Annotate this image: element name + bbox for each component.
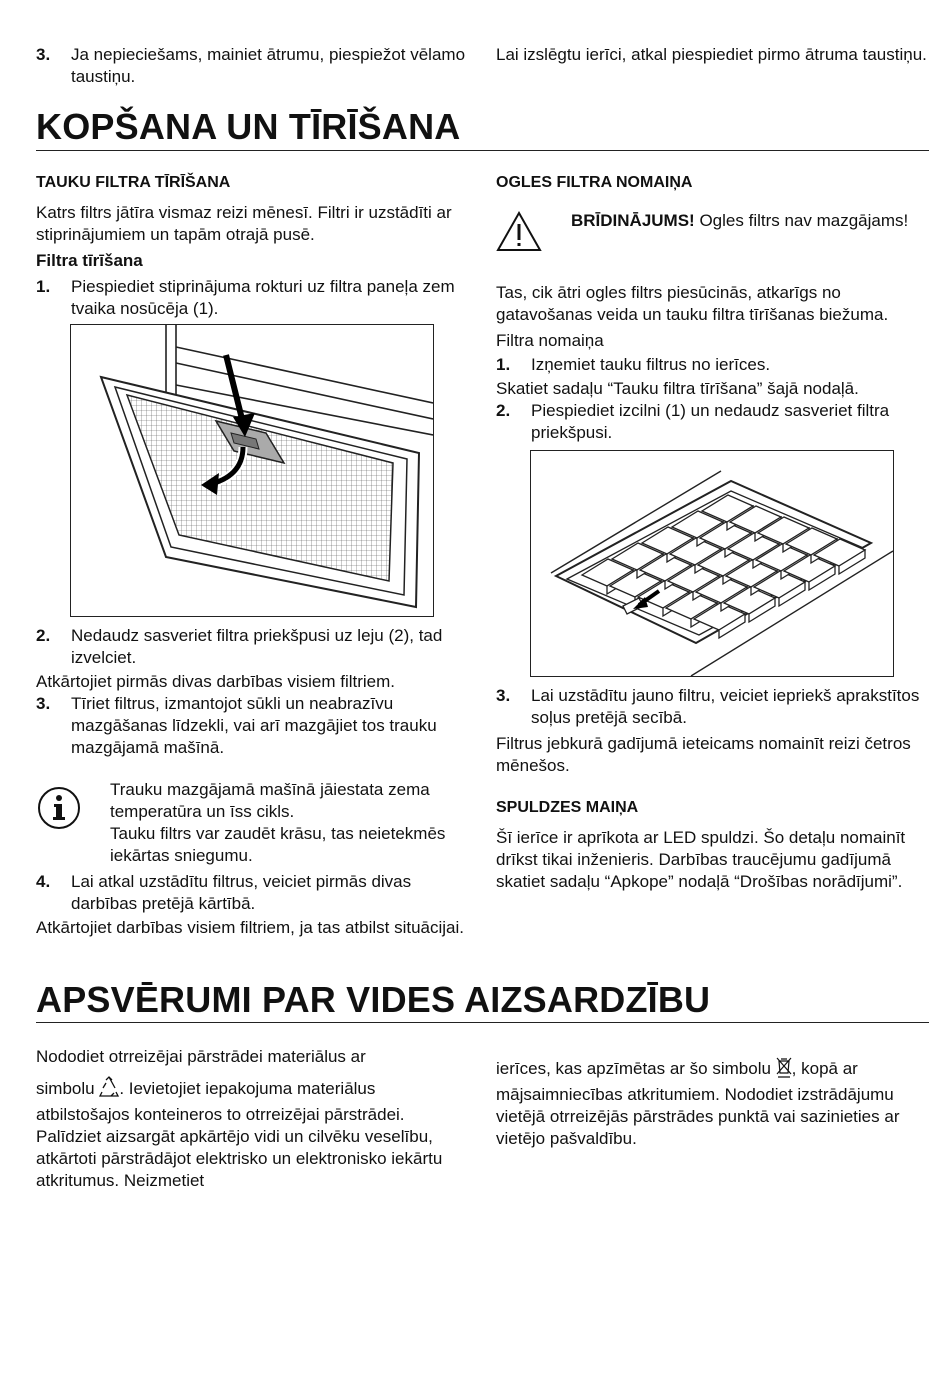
step-text: Piespiediet stiprinājuma rokturi uz filtra paneļa zem tvaika nosūcēja (1). (71, 277, 455, 318)
paragraph: Katrs filtrs jātīra vismaz reizi mēnesī. Filtri ir uzstādīti ar stiprinājumiem un tapām otrajā pusē. (36, 203, 452, 244)
warning-note (496, 210, 928, 258)
list-item (36, 693, 468, 759)
section-title-environment: APSVĒRUMI PAR VIDES AIZSARDZĪBU (36, 978, 929, 1023)
step-number: 4. (36, 872, 51, 891)
list-item (496, 354, 928, 376)
text-run: , kopā ar mājsaimniecības atkritumiem. Nododiet izstrādājumu vietējā otrreizējās pārstrādes punktā vai sazinieties ar vietējo pašvaldību. (496, 1059, 900, 1148)
step-number: 1. (496, 355, 511, 374)
paragraph (36, 1076, 468, 1192)
text-run: ierīces, kas apzīmētas ar šo simbolu (496, 1059, 776, 1078)
procedure-heading: Filtra tīrīšana (36, 251, 143, 270)
paragraph: Šī ierīce ir aprīkota ar LED spuldzi. Šo detaļu nomainīt drīkst tikai inženieris. Darbības traucējumu gadījumā skatiet sadaļu “Apkope” nodaļā “Drošības norādījumi”. (496, 828, 906, 891)
step-text: Izņemiet tauku filtrus no ierīces. (531, 355, 771, 374)
list-item (36, 871, 468, 915)
text-run: . Ievietojiet iepakojuma materiālus atbilstošajos konteineros to otrreizējai pārstrādei. Palīdziet aizsargāt apkārtējo vidi un cilvēku veselību, atkārtoti pārstrādājot elektrisko un elektronisko iekārtu atkritumus. Neizmetiet (36, 1079, 443, 1190)
step-text: Lai uzstādītu jauno filtru, veiciet iepriekš aprakstītos soļus pretējā secībā. (531, 686, 920, 727)
grease-filter-drawing (71, 325, 433, 616)
grease-filter-column (36, 172, 468, 939)
warning-triangle-icon (496, 210, 571, 258)
step-text: Nedaudz sasveriet filtra priekšpusi uz leju (2), tad izvelciet. (71, 626, 443, 667)
paragraph: Filtrus jebkurā gadījumā ieteicams nomainīt reizi četros mēnešos. (496, 734, 911, 775)
charcoal-filter-drawing (531, 451, 893, 676)
step-text: Piespiediet izcilni (1) un nedaudz sasveriet filtra priekšpusi. (531, 401, 890, 442)
warning-message: Ogles filtrs nav mazgājams! (694, 211, 909, 230)
step-number: 2. (496, 401, 511, 420)
recycle-icon (99, 1076, 119, 1104)
text-run: simbolu (36, 1079, 100, 1098)
subsection-heading: OGLES FILTRA NOMAIŅA (496, 174, 693, 191)
top-left-column (36, 44, 468, 88)
step-number: 3. (496, 686, 511, 705)
info-note (36, 779, 468, 867)
list-item (36, 44, 468, 88)
info-line: Tauku filtrs var zaudēt krāsu, tas neietekmēs iekārtas sniegumu. (110, 824, 446, 865)
step-text: Lai atkal uzstādītu filtrus, veiciet pirmās divas darbības pretējā kārtībā. (71, 872, 412, 913)
paragraph: Lai izslēgtu ierīci, atkal piespiediet pirmo ātruma taustiņu. (496, 45, 927, 64)
info-icon (36, 779, 110, 867)
step-number: 3. (36, 694, 51, 713)
environment-right-column (496, 1056, 928, 1150)
list-item (36, 276, 468, 320)
step-text: Tīriet filtrus, izmantojot sūkli un neabrazīvu mazgāšanas līdzekli, vai arī mazgājiet tos trauku mazgājamā mašīnā. (71, 694, 437, 757)
step-number: 3. (36, 45, 51, 64)
list-item (496, 685, 928, 729)
procedure-heading: Filtra nomaiņa (496, 331, 604, 350)
paragraph: Tas, cik ātri ogles filtrs piesūcinās, atkarīgs no gatavošanas veida un tauku filtra tīrīšanas biežuma. (496, 283, 889, 324)
section-title-care: KOPŠANA UN TĪRĪŠANA (36, 104, 929, 151)
list-item (36, 625, 468, 669)
top-right-column (496, 44, 928, 66)
charcoal-filter-illustration (530, 450, 894, 677)
subsection-heading: SPULDZES MAIŅA (496, 799, 639, 816)
step-number: 2. (36, 626, 51, 645)
list-item (496, 400, 928, 444)
environment-left-column (36, 1046, 468, 1192)
info-line: Trauku mazgājamā mašīnā jāiestata zema temperatūra un īss cikls. (110, 780, 430, 821)
subsection-heading: TAUKU FILTRA TĪRĪŠANA (36, 174, 231, 191)
paragraph: Nododiet otrreizējai pārstrādei materiālus ar (36, 1047, 366, 1066)
paragraph: Atkārtojiet pirmās divas darbības visiem filtriem. (36, 672, 396, 691)
paragraph (496, 1056, 928, 1150)
paragraph: Skatiet sadaļu “Tauku filtra tīrīšana” šajā nodaļā. (496, 379, 859, 398)
info-text (110, 779, 468, 867)
step-text: Ja nepieciešams, mainiet ātrumu, piespiežot vēlamo taustiņu. (71, 45, 466, 86)
paragraph: Atkārtojiet darbības visiem filtriem, ja tas atbilst situācijai. (36, 918, 464, 937)
charcoal-filter-column (496, 172, 928, 893)
warning-label: BRĪDINĀJUMS! (571, 211, 695, 230)
warning-text (571, 210, 928, 258)
crossed-bin-icon (776, 1056, 792, 1084)
step-number: 1. (36, 277, 51, 296)
grease-filter-illustration (70, 324, 434, 617)
